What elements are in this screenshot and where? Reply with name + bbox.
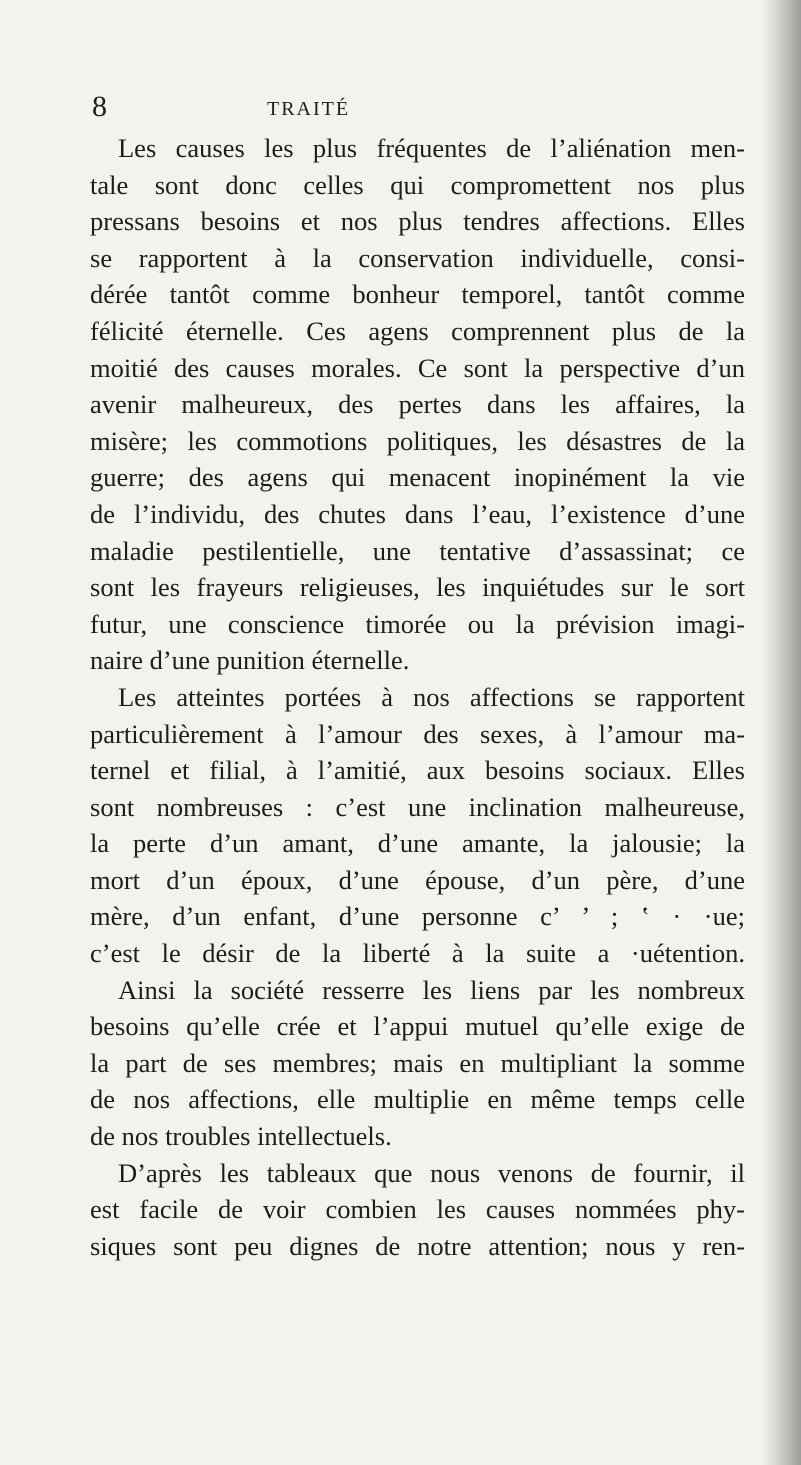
text-line: c’est le désir de la liberté à la suite a ·uétention. [90, 938, 745, 969]
text-line: pressans besoins et nos plus tendres affections. Elles [90, 206, 745, 237]
text-line: est facile de voir combien les causes nommées phy- [90, 1194, 745, 1225]
text-line: la perte d’un amant, d’une amante, la jalousie; la [90, 828, 745, 859]
text-line: maladie pestilentielle, une tentative d’assassinat; ce [90, 535, 745, 566]
text-line: mère, d’un enfant, d’une personne c’ ’ ; ‛ · ·ue; [90, 901, 745, 932]
body-text [90, 130, 745, 1264]
text-line: félicité éternelle. Ces agens comprennent plus de la [90, 315, 745, 346]
text-line: besoins qu’elle crée et l’appui mutuel qu’elle exige de [90, 1011, 745, 1042]
text-line: avenir malheureux, des pertes dans les affaires, la [90, 389, 745, 420]
text-line: naire d’une punition éternelle. [90, 645, 410, 676]
text-line: de nos troubles intellectuels. [90, 1121, 392, 1152]
text-line: Ainsi la société resserre les liens par les nombreux [118, 974, 745, 1005]
text-line: Les atteintes portées à nos affections se rapportent [118, 681, 745, 712]
text-line: particulièrement à l’amour des sexes, à l’amour ma- [90, 718, 745, 749]
text-line: D’après les tableaux que nous venons de fournir, il [118, 1157, 745, 1188]
text-line: sont nombreuses : c’est une inclination malheureuse, [90, 791, 745, 822]
text-line: moitié des causes morales. Ce sont la perspective d’un [90, 352, 745, 383]
text-line: ternel et filial, à l’amitié, aux besoins sociaux. Elles [90, 755, 745, 786]
running-title: TRAITÉ [267, 98, 351, 120]
text-line: se rapportent à la conservation individuelle, consi- [90, 242, 745, 273]
page-edge-shadow [761, 0, 801, 1465]
text-line: de l’individu, des chutes dans l’eau, l’existence d’une [90, 498, 745, 529]
text-line: sont les frayeurs religieuses, les inquiétudes sur le sort [90, 572, 745, 603]
text-line: la part de ses membres; mais en multipliant la somme [90, 1047, 745, 1078]
text-line: Les causes les plus fréquentes de l’aliénation men- [118, 133, 745, 163]
text-line: dérée tantôt comme bonheur temporel, tantôt comme [90, 279, 745, 310]
text-line: mort d’un époux, d’une épouse, d’un père, d’une [90, 864, 745, 895]
text-line: siques sont peu dignes de notre attention; nous y ren- [90, 1230, 745, 1261]
text-line: misère; les commotions politiques, les désastres de la [90, 425, 745, 456]
page-header [92, 92, 692, 122]
text-line: tale sont donc celles qui compromettent nos plus [90, 169, 745, 200]
text-line: futur, une conscience timorée ou la prévision imagi- [90, 608, 745, 639]
text-line: guerre; des agens qui menacent inopinément la vie [90, 462, 745, 493]
text-line: de nos affections, elle multiplie en même temps celle [90, 1084, 745, 1115]
page-number: 8 [92, 90, 107, 123]
